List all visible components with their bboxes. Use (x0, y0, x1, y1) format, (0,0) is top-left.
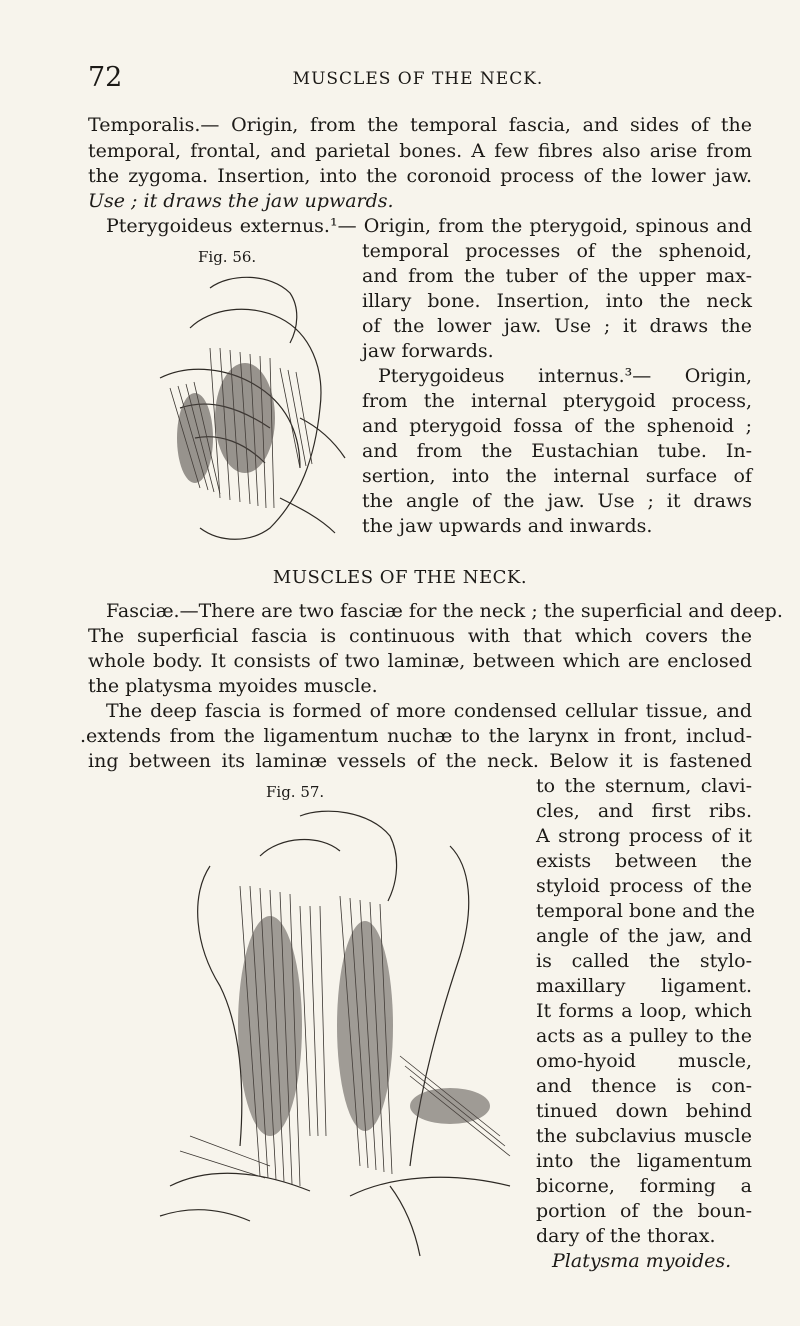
text-line: ing between its laminæ vessels of the neck. Below it is fastened (88, 750, 752, 772)
text-line: omo-hyoid muscle, (536, 1050, 752, 1072)
text-line: Pterygoideus externus.¹— Origin, from the pterygoid, spinous and (106, 215, 752, 237)
text-line: dary of the thorax. (536, 1225, 716, 1247)
text-line: temporal, frontal, and parietal bones. A few fibres also arise from (88, 140, 752, 162)
text-line: bicorne, forming a (536, 1175, 752, 1197)
text-line: illary bone. Insertion, into the neck (362, 290, 752, 312)
text-line: styloid process of the (536, 875, 752, 897)
text-line: tinued down behind (536, 1100, 752, 1122)
text-line: is called the stylo- (536, 950, 752, 972)
section-title: MUSCLES OF THE NECK. (272, 567, 528, 588)
text-line: portion of the boun- (536, 1200, 752, 1222)
text-line: the angle of the jaw. Use ; it draws (362, 490, 752, 512)
figure-label: Fig. 56. (198, 248, 257, 266)
text-line: the subclavius muscle (536, 1125, 752, 1147)
text-line: from the internal pterygoid process, (362, 390, 752, 412)
text-line: .extends from the ligamentum nuchæ to the larynx in front, includ- (80, 725, 752, 747)
text-line: The deep fascia is formed of more condensed cellular tissue, and (106, 700, 752, 722)
text-line: Pterygoideus internus.³— Origin, (378, 365, 752, 387)
text-line: to the sternum, clavi- (536, 775, 752, 797)
text-line: cles, and first ribs. (536, 800, 752, 822)
text-line: Use ; it draws the jaw upwards. (88, 190, 394, 212)
text-line: The superficial fascia is continuous with that which covers the (88, 625, 752, 647)
text-line: of the lower jaw. Use ; it draws the (362, 315, 752, 337)
text-line: jaw forwards. (362, 340, 494, 362)
text-line: maxillary ligament. (536, 975, 752, 997)
text-line: the platysma myoides muscle. (88, 675, 378, 697)
text-line: into the ligamentum (536, 1150, 752, 1172)
text-line: temporal bone and the (536, 900, 756, 922)
fig-56-illustration (150, 268, 355, 553)
fig-57-illustration (150, 806, 532, 1266)
text-line: Temporalis.— Origin, from the temporal fascia, and sides of the (88, 114, 752, 136)
text-line: angle of the jaw, and (536, 925, 752, 947)
text-line: and from the tuber of the upper max- (362, 265, 752, 287)
text-line: Platysma myoides. (552, 1250, 732, 1272)
text-line: acts as a pulley to the (536, 1025, 752, 1047)
text-line: and pterygoid fossa of the sphenoid ; (362, 415, 752, 437)
running-header (88, 62, 748, 96)
text-line: temporal processes of the sphenoid, (362, 240, 752, 262)
text-line: exists between the (536, 850, 752, 872)
text-line: whole body. It consists of two laminæ, between which are enclosed (88, 650, 752, 672)
text-line: A strong process of it (536, 825, 752, 847)
text-line: and thence is con- (536, 1075, 752, 1097)
text-line: the zygoma. Insertion, into the coronoid process of the lower jaw. (88, 165, 752, 187)
figure-label: Fig. 57. (266, 783, 325, 801)
text-line: Fasciæ.—There are two fasciæ for the neck ; the superficial and deep. (106, 600, 783, 622)
page-number: 72 (88, 62, 123, 93)
text-line: It forms a loop, which (536, 1000, 752, 1022)
text-line: the jaw upwards and inwards. (362, 515, 653, 537)
text-line: and from the Eustachian tube. In- (362, 440, 752, 462)
running-title: MUSCLES OF THE NECK. (292, 69, 544, 89)
text-line: sertion, into the internal surface of (362, 465, 752, 487)
